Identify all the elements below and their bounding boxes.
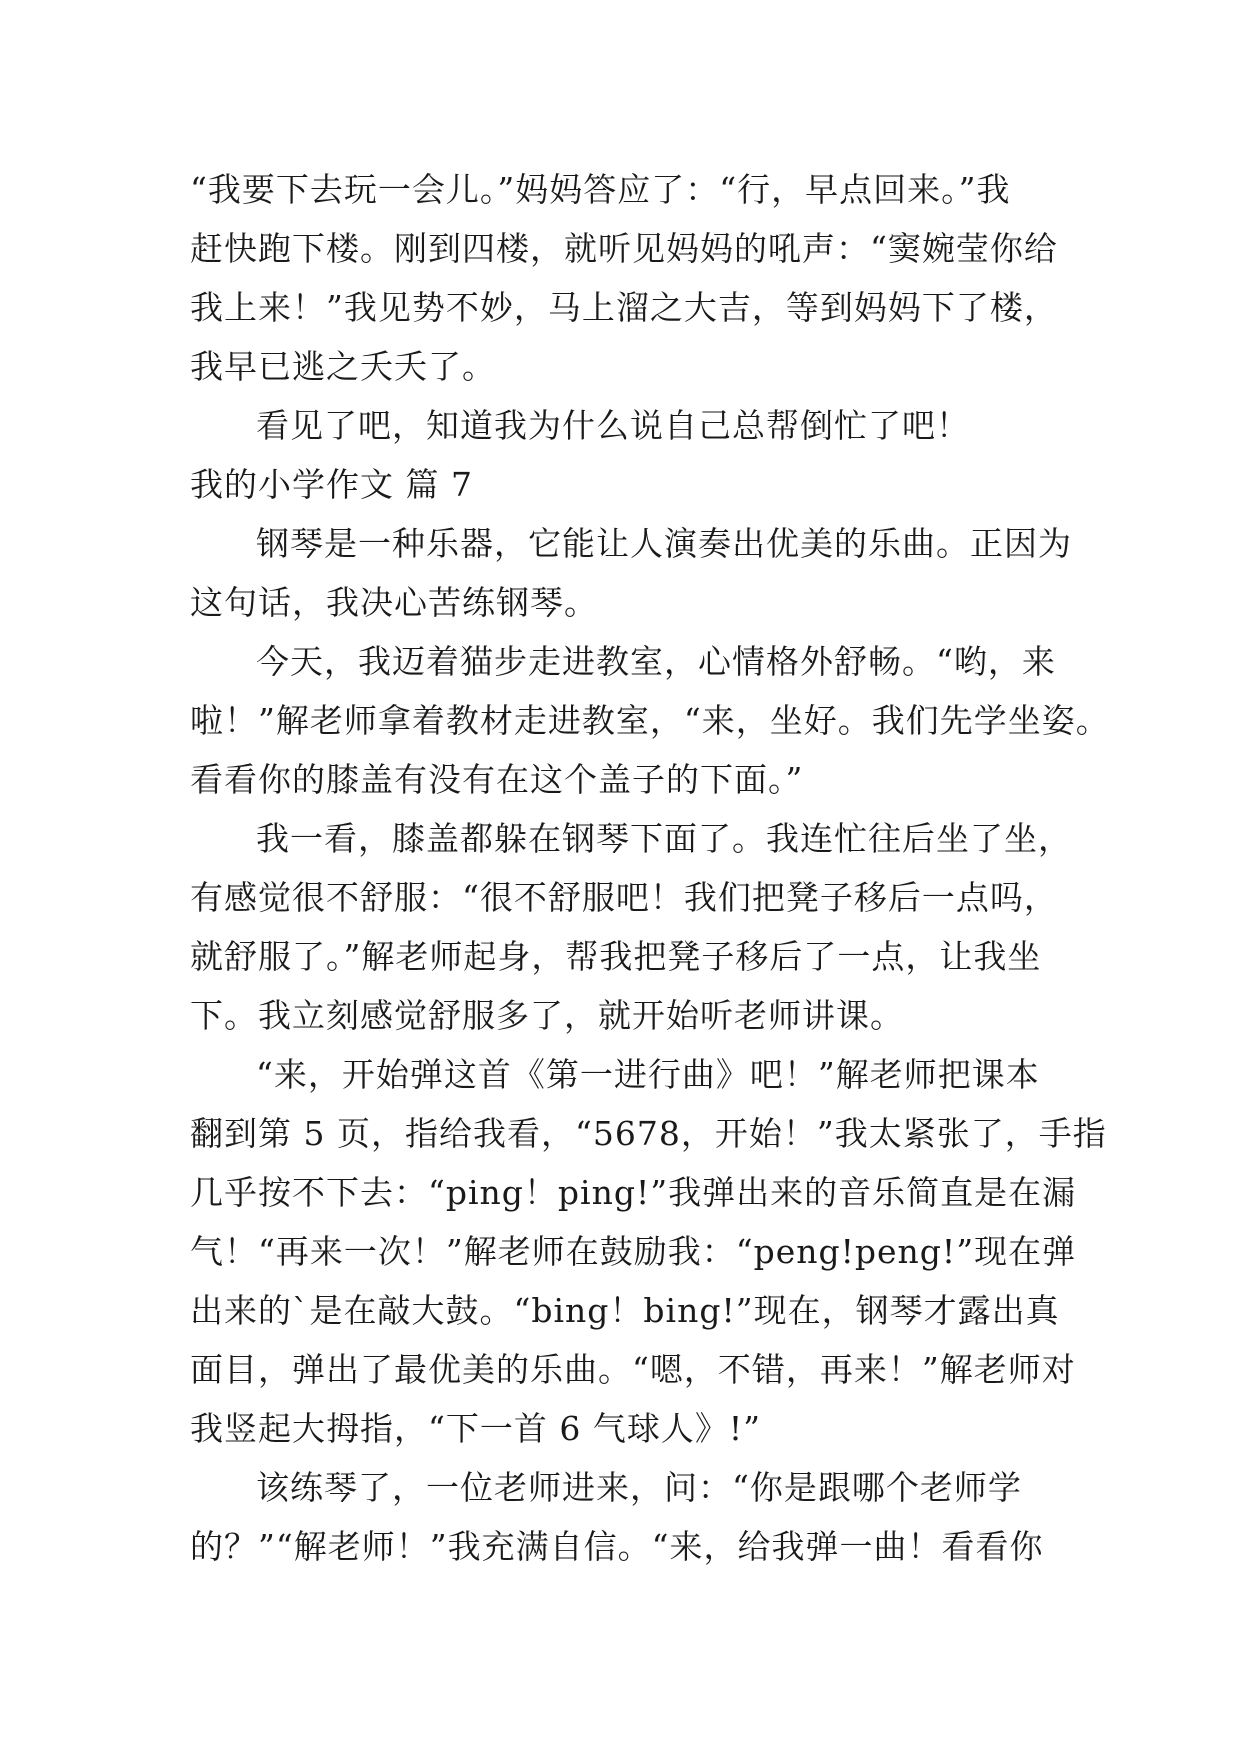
text-line: 我上来！”我见势不妙，马上溜之大吉，等到妈妈下了楼，	[190, 288, 1058, 327]
text-line: 我竖起大拇指，“下一首 6 气球人》!”	[190, 1409, 761, 1448]
section-heading: 我的小学作文 篇 7	[190, 465, 473, 504]
text-line: 我一看，膝盖都躲在钢琴下面了。我连忙往后坐了坐，	[256, 819, 1072, 858]
text-line: 的？”“解老师！”我充满自信。“来，给我弹一曲！看看你	[190, 1527, 1044, 1566]
text-line: “来，开始弹这首《第一进行曲》吧！”解老师把课本	[256, 1055, 1040, 1094]
text-line: 今天，我迈着猫步走进教室，心情格外舒畅。“哟，来	[256, 642, 1056, 681]
text-line: 看看你的膝盖有没有在这个盖子的下面。”	[190, 760, 804, 799]
text-line: 我早已逃之夭夭了。	[190, 347, 496, 386]
text-line: 出来的`是在敲大鼓。“bing！bing!”现在，钢琴才露出真	[190, 1291, 1060, 1330]
text-line: 翻到第 5 页，指给我看，“5678，开始！”我太紧张了，手指	[190, 1114, 1107, 1153]
essay-text-block	[190, 160, 1110, 1576]
text-line: 面目，弹出了最优美的乐曲。“嗯，不错，再来！”解老师对	[190, 1350, 1076, 1389]
text-line: 这句话，我决心苦练钢琴。	[190, 583, 598, 622]
text-line: 看见了吧，知道我为什么说自己总帮倒忙了吧！	[256, 406, 970, 445]
text-line: 啦！”解老师拿着教材走进教室，“来，坐好。我们先学坐姿。	[190, 701, 1110, 740]
text-line: 气！“再来一次！”解老师在鼓励我：“peng!peng!”现在弹	[190, 1232, 1077, 1271]
text-line: 下。我立刻感觉舒服多了，就开始听老师讲课。	[190, 996, 904, 1035]
text-line: 几乎按不下去：“ping！ping!”我弹出来的音乐简直是在漏	[190, 1173, 1077, 1212]
text-line: 钢琴是一种乐器，它能让人演奏出优美的乐曲。正因为	[256, 524, 1072, 563]
text-line: 赶快跑下楼。刚到四楼，就听见妈妈的吼声：“窦婉莹你给	[190, 229, 1058, 268]
text-line: “我要下去玩一会儿。”妈妈答应了：“行，早点回来。”我	[190, 170, 1011, 209]
text-line: 就舒服了。”解老师起身，帮我把凳子移后了一点，让我坐	[190, 937, 1042, 976]
text-line: 有感觉很不舒服：“很不舒服吧！我们把凳子移后一点吗，	[190, 878, 1058, 917]
text-line: 该练琴了，一位老师进来，问：“你是跟哪个老师学	[256, 1468, 1022, 1507]
